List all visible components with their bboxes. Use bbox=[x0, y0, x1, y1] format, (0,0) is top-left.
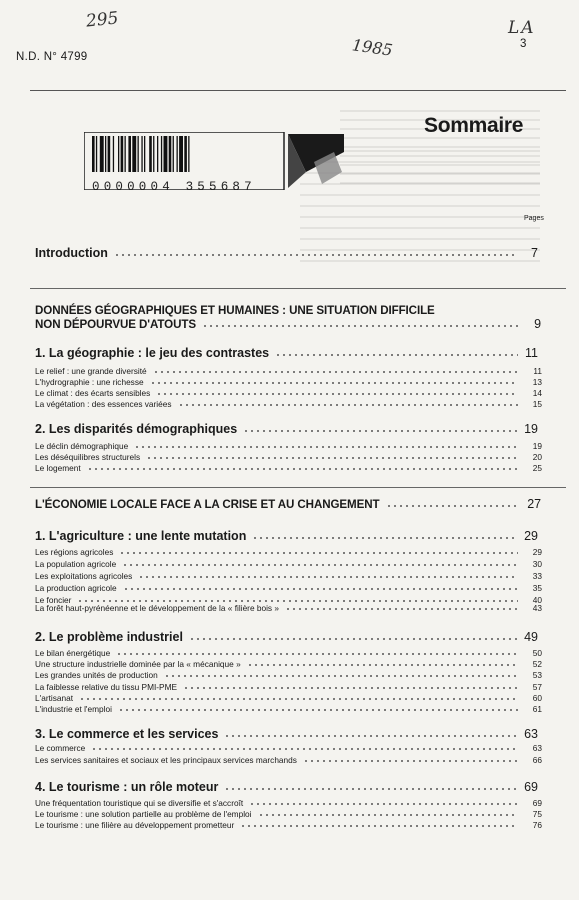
toc-entry-page: 7 bbox=[531, 246, 538, 260]
toc-item-page: 75 bbox=[532, 809, 542, 819]
barcode-number: 0000004 355687 bbox=[92, 180, 256, 194]
toc-item-label: Les régions agricoles bbox=[35, 547, 114, 557]
toc-item-label: Le bilan énergétique bbox=[35, 648, 111, 658]
dot-leader bbox=[240, 824, 518, 828]
toc-item-label: Le commerce bbox=[35, 743, 86, 753]
toc-item-page: 15 bbox=[532, 399, 542, 409]
toc-item-label: Le tourisme : une solution partielle au problème de l'emploi bbox=[35, 809, 252, 819]
dot-leader bbox=[275, 353, 518, 357]
toc-item-page: 20 bbox=[532, 452, 542, 462]
toc-item-page: 19 bbox=[532, 441, 542, 451]
toc-item-page: 61 bbox=[532, 704, 542, 714]
dot-leader bbox=[91, 747, 518, 751]
toc-entry-introduction[interactable] bbox=[35, 246, 538, 260]
dot-leader bbox=[153, 370, 518, 374]
toc-part-page: 27 bbox=[527, 497, 541, 511]
toc-section[interactable] bbox=[35, 780, 538, 794]
dot-leader bbox=[243, 429, 518, 433]
dot-leader bbox=[178, 403, 518, 407]
dot-leader bbox=[252, 536, 518, 540]
header-divider bbox=[30, 90, 566, 91]
toc-item[interactable] bbox=[35, 547, 542, 558]
toc-item[interactable] bbox=[35, 648, 542, 659]
toc-section-page: 69 bbox=[524, 780, 538, 794]
dot-leader bbox=[285, 607, 518, 611]
toc-item[interactable] bbox=[35, 559, 542, 570]
toc-item-label: L'hydrographie : une richesse bbox=[35, 377, 144, 387]
toc-section-page: 49 bbox=[524, 630, 538, 644]
handwritten-note-left: 295 bbox=[85, 8, 120, 32]
toc-part-page: 9 bbox=[534, 317, 541, 331]
dot-leader bbox=[119, 551, 518, 555]
toc-item-label: Les services sanitaires et sociaux et les principaux services marchands bbox=[35, 755, 297, 765]
toc-item-page: 14 bbox=[532, 388, 542, 398]
toc-item-page: 29 bbox=[532, 547, 542, 557]
toc-item-label: Le climat : des écarts sensibles bbox=[35, 388, 151, 398]
dot-leader bbox=[116, 652, 518, 656]
toc-item-page: 30 bbox=[532, 559, 542, 569]
toc-item-label: Le foncier bbox=[35, 595, 72, 605]
dot-leader bbox=[386, 504, 519, 508]
toc-item[interactable] bbox=[35, 670, 542, 681]
dot-leader bbox=[224, 787, 518, 791]
toc-item-label: La faiblesse relative du tissu PMI-PME bbox=[35, 682, 178, 692]
toc-item[interactable] bbox=[35, 820, 542, 831]
section-divider bbox=[30, 288, 566, 289]
pages-column-label: Pages bbox=[524, 215, 544, 222]
toc-item-page: 57 bbox=[532, 682, 542, 692]
toc-item[interactable] bbox=[35, 583, 542, 594]
toc-item[interactable] bbox=[35, 377, 542, 388]
toc-section-page: 11 bbox=[525, 346, 538, 360]
toc-item-page: 69 bbox=[532, 798, 542, 808]
dot-leader bbox=[303, 759, 518, 763]
page-title: Sommaire bbox=[424, 114, 524, 137]
toc-section[interactable] bbox=[35, 529, 538, 543]
toc-item[interactable] bbox=[35, 441, 542, 452]
dot-leader bbox=[249, 802, 518, 806]
toc-section-page: 63 bbox=[524, 727, 538, 741]
toc-item[interactable] bbox=[35, 463, 542, 474]
toc-entry-label: Introduction bbox=[35, 246, 108, 260]
toc-item-page: 11 bbox=[533, 366, 542, 376]
dot-leader bbox=[202, 324, 518, 328]
toc-item-label: L'industrie et l'emploi bbox=[35, 704, 112, 714]
dot-leader bbox=[189, 637, 518, 641]
dot-leader bbox=[150, 381, 518, 385]
toc-section-label: 1. La géographie : le jeu des contrastes bbox=[35, 346, 270, 360]
dot-leader bbox=[247, 663, 518, 667]
toc-part-2-title[interactable] bbox=[35, 497, 541, 511]
toc-item-label: Une structure industrielle dominée par la « mécanique » bbox=[35, 659, 241, 669]
toc-section[interactable] bbox=[35, 630, 538, 644]
dot-leader bbox=[156, 392, 518, 396]
toc-item-label: La production agricole bbox=[35, 583, 117, 593]
toc-section-page: 19 bbox=[524, 422, 538, 436]
dot-leader bbox=[146, 456, 518, 460]
toc-section-page: 29 bbox=[524, 529, 538, 543]
toc-section-label: 4. Le tourisme : un rôle moteur bbox=[35, 780, 219, 794]
toc-item-label: Une fréquentation touristique qui se diversifie et s'accroît bbox=[35, 798, 244, 808]
dot-leader bbox=[134, 445, 518, 449]
toc-item[interactable] bbox=[35, 704, 542, 715]
toc-item-page: 33 bbox=[532, 571, 542, 581]
dot-leader bbox=[123, 587, 518, 591]
toc-item[interactable] bbox=[35, 452, 542, 463]
toc-item[interactable] bbox=[35, 743, 542, 754]
toc-item-page: 50 bbox=[532, 648, 542, 658]
toc-item-label: Le tourisme : une filière au développement prometteur bbox=[35, 820, 235, 830]
toc-item-label: L'artisanat bbox=[35, 693, 74, 703]
toc-item-page: 43 bbox=[532, 603, 542, 613]
toc-section[interactable] bbox=[35, 727, 538, 741]
toc-section[interactable] bbox=[35, 346, 538, 360]
toc-item-label: La forêt haut-pyrénéenne et le développement de la « filière bois » bbox=[35, 603, 280, 613]
toc-item-label: Les exploitations agricoles bbox=[35, 571, 133, 581]
document-number: N.D. N° 4799 bbox=[16, 51, 88, 63]
toc-item-label: La population agricole bbox=[35, 559, 117, 569]
toc-item-page: 25 bbox=[532, 463, 542, 473]
toc-item-label: Le relief : une grande diversité bbox=[35, 366, 147, 376]
dot-leader bbox=[79, 697, 518, 701]
toc-item-page: 66 bbox=[532, 755, 542, 765]
dot-leader bbox=[224, 734, 518, 738]
logo-mark bbox=[288, 134, 344, 188]
toc-item-page: 40 bbox=[532, 595, 542, 605]
handwritten-corner-mark: LA bbox=[508, 18, 536, 38]
dot-leader bbox=[183, 686, 518, 690]
toc-item-page: 13 bbox=[532, 377, 542, 387]
toc-section-label: 1. L'agriculture : une lente mutation bbox=[35, 529, 247, 543]
page-number: 3 bbox=[520, 38, 527, 50]
toc-section-label: 3. Le commerce et les services bbox=[35, 727, 219, 741]
toc-item-label: Les grandes unités de production bbox=[35, 670, 158, 680]
toc-item[interactable] bbox=[35, 798, 542, 809]
toc-section-label: 2. Le problème industriel bbox=[35, 630, 183, 644]
toc-item-page: 52 bbox=[532, 659, 542, 669]
toc-item-label: Le déclin démographique bbox=[35, 441, 129, 451]
toc-item[interactable] bbox=[35, 366, 542, 377]
toc-part-1-title-cont[interactable] bbox=[35, 317, 541, 331]
dot-leader bbox=[164, 674, 518, 678]
dot-leader bbox=[122, 563, 518, 567]
toc-section[interactable] bbox=[35, 422, 538, 436]
toc-item[interactable] bbox=[35, 682, 542, 693]
toc-item-page: 35 bbox=[532, 583, 542, 593]
toc-part-label: NON DÉPOURVUE D'ATOUTS bbox=[35, 318, 196, 331]
dot-leader bbox=[138, 575, 518, 579]
toc-item-page: 63 bbox=[532, 743, 542, 753]
toc-part-1-title[interactable] bbox=[35, 304, 538, 317]
toc-item[interactable] bbox=[35, 603, 542, 614]
toc-part-label: DONNÉES GÉOGRAPHIQUES ET HUMAINES : UNE SITUATION DIFFICILE bbox=[35, 304, 435, 317]
toc-item[interactable] bbox=[35, 809, 542, 820]
toc-item-page: 60 bbox=[532, 693, 542, 703]
toc-item[interactable] bbox=[35, 399, 542, 410]
toc-item-label: Les déséquilibres structurels bbox=[35, 452, 141, 462]
toc-item[interactable] bbox=[35, 755, 542, 766]
toc-item-label: Le logement bbox=[35, 463, 81, 473]
toc-section-label: 2. Les disparités démographiques bbox=[35, 422, 238, 436]
toc-item[interactable] bbox=[35, 571, 542, 582]
dot-leader bbox=[118, 708, 518, 712]
toc-item-label: La végétation : des essences variées bbox=[35, 399, 172, 409]
dot-leader bbox=[258, 813, 518, 817]
toc-part-label: L'ÉCONOMIE LOCALE FACE A LA CRISE ET AU CHANGEMENT bbox=[35, 498, 380, 511]
toc-item[interactable] bbox=[35, 388, 542, 399]
toc-item-page: 53 bbox=[532, 670, 542, 680]
section-divider bbox=[30, 487, 566, 488]
toc-item-page: 76 bbox=[532, 820, 542, 830]
dot-leader bbox=[87, 467, 518, 471]
dot-leader bbox=[114, 253, 518, 257]
toc-item[interactable] bbox=[35, 693, 542, 704]
handwritten-year-note: 1985 bbox=[350, 35, 394, 60]
toc-item[interactable] bbox=[35, 659, 542, 670]
